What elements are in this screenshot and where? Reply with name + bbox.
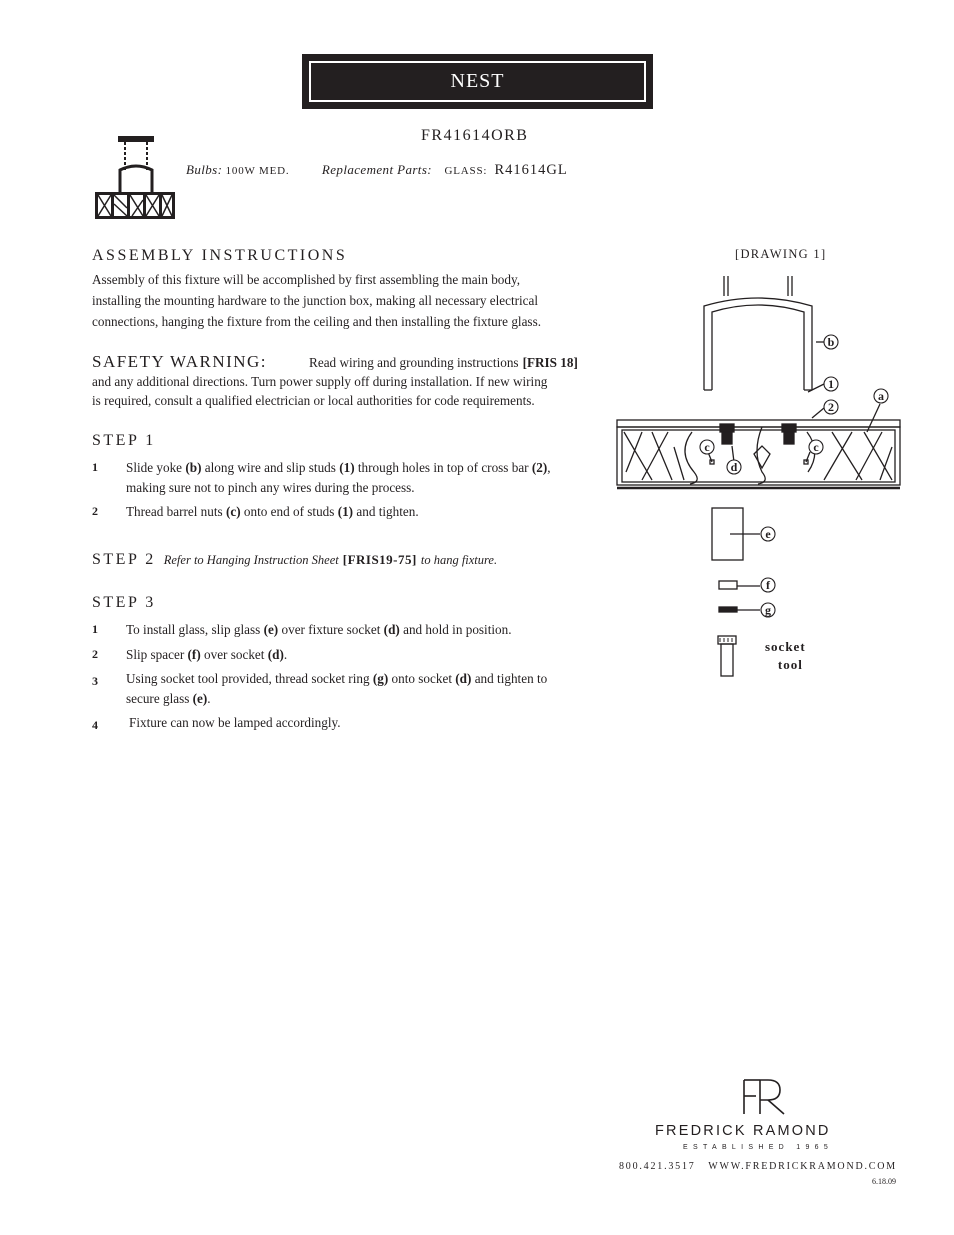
drawing-1 — [612, 272, 906, 692]
drawing-label: [DRAWING 1] — [735, 247, 827, 261]
step-number: 1 — [92, 460, 98, 474]
fr-logo-icon — [738, 1076, 788, 1116]
callout-f: f — [766, 578, 770, 592]
step2-heading: STEP 2 — [92, 551, 156, 568]
assembly-text — [92, 269, 541, 332]
glass-label: GLASS: — [444, 165, 488, 177]
step-number: 1 — [92, 622, 98, 636]
socket-tool-label: socket tool — [765, 639, 806, 672]
step2 — [92, 551, 497, 569]
step3-heading: STEP 3 — [92, 594, 156, 611]
step2-ref: [FRIS19-75] — [342, 552, 417, 567]
assembly-line: installing the mounting hardware to the junction box, making all necessary electrical — [92, 293, 539, 308]
assembly-line: Assembly of this fixture will be accomplished by first assembling the main body, — [92, 272, 521, 287]
step-text: Using socket tool provided, thread socket ring (g) onto socket (d) and tighten to secure glass (e). — [126, 671, 548, 706]
title-banner — [302, 54, 653, 109]
safety-ref: [FRIS 18] — [522, 355, 578, 370]
glass-part-number: R41614GL — [494, 162, 568, 178]
replacement-label: Replacement Parts: — [321, 162, 433, 177]
safety-line: is required, consult a qualified electrician or local authorities for code requirements. — [92, 393, 535, 408]
contact-info: 800.421.3517 WWW.FREDRICKRAMOND.COM — [618, 1161, 897, 1172]
callout-1: 1 — [828, 377, 834, 391]
bulbs-info — [186, 162, 568, 179]
step-number: 3 — [92, 674, 98, 688]
callout-g: g — [765, 603, 771, 617]
step-number: 2 — [92, 647, 98, 661]
brand-established: ESTABLISHED 1965 — [683, 1144, 834, 1151]
callout-c-left: c — [704, 440, 710, 454]
callout-c-right: c — [813, 440, 819, 454]
step-text: Fixture can now be lamped accordingly. — [129, 715, 341, 730]
step-number: 4 — [92, 718, 98, 732]
brand-name: FREDRICK RAMOND — [655, 1123, 831, 1139]
fixture-thumbnail — [92, 134, 182, 224]
callout-b: b — [827, 335, 835, 349]
step-number: 2 — [92, 504, 98, 518]
step3-item — [0, 713, 954, 733]
step2-post: to hang fixture. — [420, 553, 498, 567]
step1-heading: STEP 1 — [92, 432, 156, 449]
revision-date: 6.18.09 — [872, 1177, 896, 1186]
callout-a: a — [878, 389, 884, 403]
step-text: Thread barrel nuts (c) onto end of studs (1) and tighten. — [126, 504, 419, 519]
model-number: FR41614ORB — [421, 127, 529, 144]
callout-2: 2 — [828, 400, 834, 414]
step2-pre: Refer to Hanging Instruction Sheet — [163, 553, 339, 567]
callout-d: d — [730, 460, 738, 474]
assembly-line: connections, hanging the fixture from the ceiling and then installing the fixture glass. — [92, 314, 541, 329]
bulbs-label: Bulbs: — [186, 162, 223, 177]
product-title: NEST — [309, 61, 646, 102]
safety-heading: SAFETY WARNING: — [92, 352, 268, 371]
assembly-heading: ASSEMBLY INSTRUCTIONS — [92, 247, 348, 264]
step-text: Slip spacer (f) over socket (d). — [126, 647, 288, 662]
step-text: Slide yoke (b) along wire and slip studs (1) through holes in top of cross bar (2), making sure not to pinch any wires during the process. — [126, 460, 551, 495]
safety-lead: Read wiring and grounding instructions — [309, 355, 519, 370]
step-text: To install glass, slip glass (e) over fixture socket (d) and hold in position. — [126, 622, 512, 637]
safety-text — [92, 372, 547, 410]
safety-warning — [92, 352, 578, 373]
callout-e: e — [765, 527, 771, 541]
safety-line: and any additional directions. Turn power supply off during installation. If new wiring — [92, 374, 548, 389]
bulbs-value: 100W MED. — [225, 165, 290, 177]
